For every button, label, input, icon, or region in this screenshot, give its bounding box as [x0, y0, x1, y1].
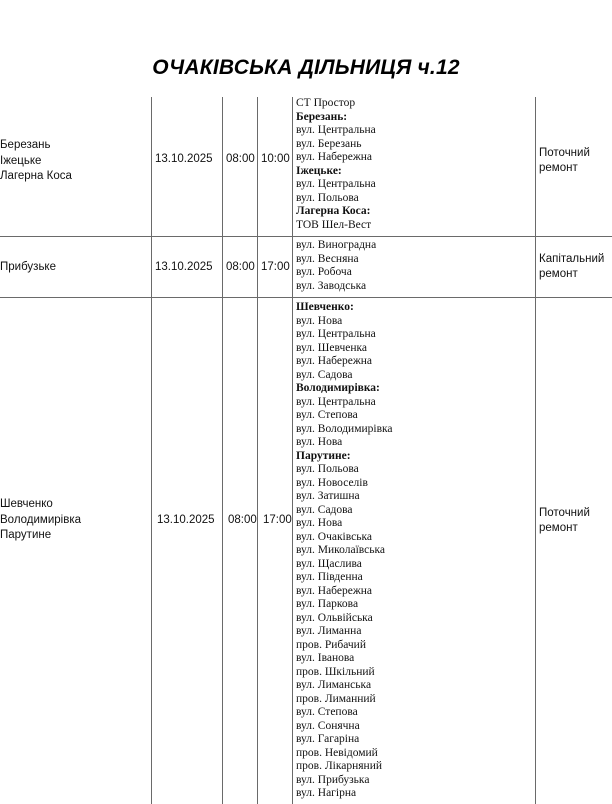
work-type-cell: [539, 252, 604, 281]
work-type-cell: [539, 146, 590, 175]
street-item: вул. Нова: [296, 314, 343, 327]
street-item: вул. Сонячна: [296, 719, 360, 732]
street-item: пров. Шкільний: [296, 665, 375, 678]
street-item: пров. Рибачий: [296, 638, 366, 651]
date-cell: 13.10.2025: [157, 514, 215, 526]
start-time-cell: 08:00: [226, 153, 255, 165]
work-type-line: Капітальний: [539, 253, 605, 265]
street-item: вул. Південна: [296, 571, 363, 583]
street-item: вул. Лиманська: [296, 679, 372, 691]
street-item: вул. Щаслива: [296, 557, 362, 570]
street-item: СТ Простор: [296, 97, 356, 109]
work-type-line: Поточний: [539, 147, 590, 159]
start-time-cell: 08:00: [226, 261, 255, 273]
grid-line: [151, 97, 152, 804]
work-type-cell: [539, 506, 590, 535]
settlements-cell: [0, 497, 81, 544]
grid-line: [535, 97, 536, 804]
street-item: вул. Нагірна: [296, 787, 357, 799]
street-item: вул. Набережна: [296, 584, 373, 597]
street-item: вул. Робоча: [296, 266, 352, 278]
street-item: вул. Садова: [296, 503, 353, 516]
work-type-line: Поточний: [539, 507, 590, 519]
street-item: вул. Новоселів: [296, 476, 368, 489]
street-item: вул. Степова: [296, 706, 358, 718]
settlement-subheading: Березань:: [296, 110, 348, 123]
start-time-cell: 08:00: [228, 514, 257, 526]
settlement-name: Лагерна Коса: [0, 170, 72, 182]
street-item: вул. Паркова: [296, 598, 359, 610]
settlement-name: Парутине: [0, 529, 52, 541]
end-time-cell: 17:00: [261, 261, 290, 273]
street-item: вул. Нова: [296, 517, 343, 529]
street-item: вул. Центральна: [296, 178, 376, 190]
row-divider: [0, 236, 612, 237]
end-time-cell: 10:00: [261, 153, 290, 165]
work-type-line: ремонт: [539, 521, 578, 534]
settlement-name: Володимирівка: [0, 513, 81, 526]
street-item: вул. Очаківська: [296, 530, 372, 543]
street-item: вул. Гагаріна: [296, 733, 360, 745]
row-divider: [0, 297, 612, 298]
streets-cell: [296, 301, 393, 801]
settlement-subheading: Володимирівка:: [296, 382, 380, 394]
settlement-name: Березань: [0, 139, 51, 151]
street-item: ТОВ Шел-Вест: [296, 218, 372, 231]
date-cell: 13.10.2025: [155, 153, 213, 165]
street-item: вул. Іванова: [296, 652, 355, 664]
street-item: вул. Заводська: [296, 279, 367, 292]
street-item: вул. Володимирівка: [296, 422, 393, 435]
street-item: вул. Польова: [296, 191, 359, 204]
grid-line: [257, 97, 258, 804]
street-item: пров. Лиманний: [296, 692, 376, 705]
street-item: вул. Центральна: [296, 395, 376, 408]
street-item: вул. Садова: [296, 368, 353, 381]
street-item: вул. Набережна: [296, 355, 373, 367]
street-item: вул. Виноградна: [296, 239, 377, 251]
grid-line: [222, 97, 223, 804]
settlement-subheading: Парутине:: [296, 449, 351, 462]
grid-line: [292, 97, 293, 804]
work-type-line: ремонт: [539, 267, 578, 280]
settlement-name: Іжецьке: [0, 154, 42, 167]
document-title: ОЧАКІВСЬКА ДІЛЬНИЦЯ ч.12: [152, 56, 460, 79]
settlement-subheading: Лагерна Коса:: [296, 205, 371, 217]
street-item: вул. Ольвійська: [296, 611, 373, 624]
date-cell: 13.10.2025: [155, 261, 213, 273]
street-item: вул. Затишна: [296, 490, 360, 502]
street-item: вул. Лиманна: [296, 625, 362, 637]
street-item: вул. Центральна: [296, 328, 376, 340]
street-item: вул. Польова: [296, 463, 359, 475]
settlement-subheading: Іжецьке:: [296, 164, 342, 177]
street-item: вул. Степова: [296, 409, 358, 421]
work-type-line: ремонт: [539, 161, 578, 174]
street-item: вул. Шевченка: [296, 341, 368, 354]
street-item: пров. Невідомий: [296, 746, 378, 759]
settlements-cell: [0, 259, 56, 275]
settlement-subheading: Шевченко:: [296, 301, 354, 313]
street-item: вул. Центральна: [296, 124, 376, 136]
street-item: вул. Набережна: [296, 151, 373, 163]
street-item: вул. Прибузька: [296, 773, 370, 786]
settlement-name: Прибузьке: [0, 261, 56, 273]
street-item: вул. Нова: [296, 436, 343, 448]
end-time-cell: 17:00: [263, 514, 292, 526]
streets-cell: [296, 97, 376, 232]
streets-cell: [296, 239, 376, 293]
settlement-name: Шевченко: [0, 498, 53, 510]
street-item: вул. Миколаївська: [296, 544, 386, 556]
settlements-cell: [0, 138, 72, 185]
street-item: вул. Весняна: [296, 252, 359, 265]
street-item: пров. Лікарняний: [296, 760, 383, 772]
street-item: вул. Березань: [296, 137, 362, 150]
